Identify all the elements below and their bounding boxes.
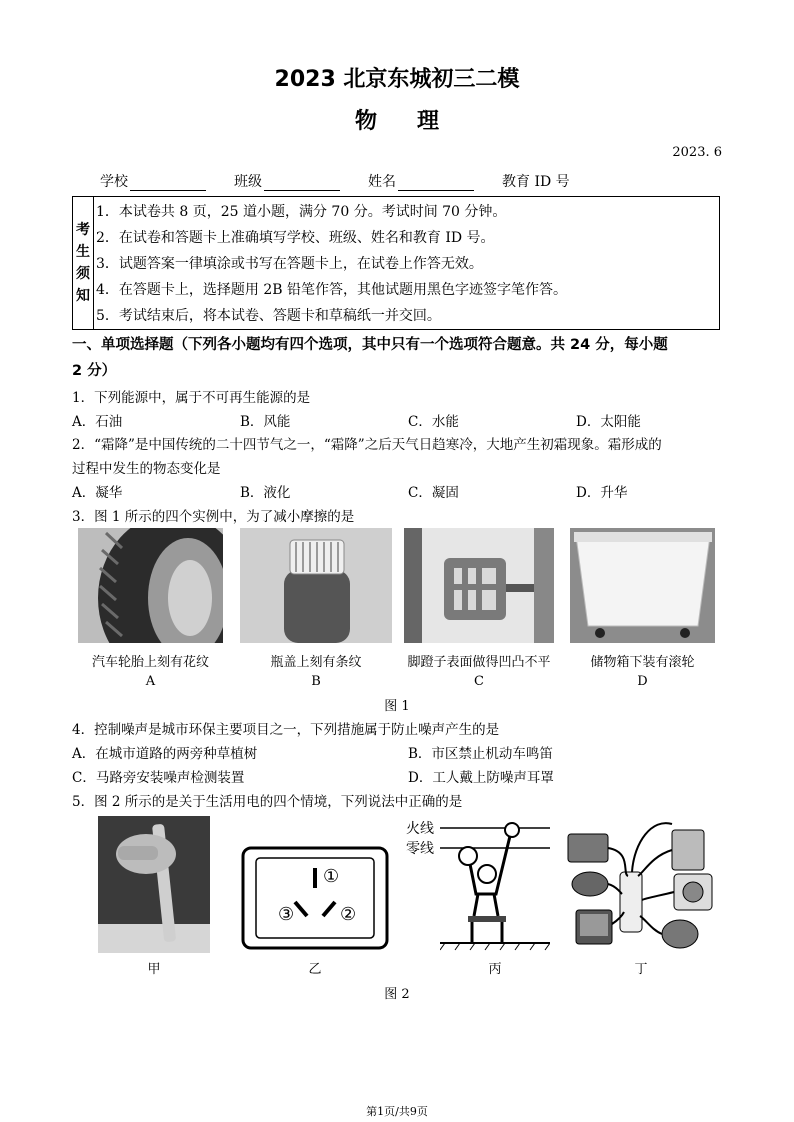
q1-option-c: C．水能: [408, 414, 459, 430]
socket-mark-1: ①: [323, 866, 340, 887]
notice-item: 3．试题答案一律填涂或书写在答题卡上，在试卷上作答无效。: [96, 256, 483, 272]
q5-caption-jia: 甲: [147, 962, 161, 977]
q5-stem: 5．图 2 所示的是关于生活用电的四个情境，下列说法中正确的是: [72, 794, 463, 810]
q3-letter-d: D: [637, 674, 648, 689]
notice-item: 5．考试结束后，将本试卷、答题卡和草稿纸一并交回。: [96, 308, 441, 324]
exam-notice-box: [72, 196, 720, 330]
q1-option-b: B．风能: [240, 414, 291, 430]
name-field: 姓名: [368, 171, 474, 191]
q3-letter-c: C: [474, 674, 484, 689]
edu-id-field: 教育 ID 号: [502, 174, 570, 190]
q2-stem-line2: 过程中发生的物态变化是: [72, 461, 221, 477]
q3-caption-b: 瓶盖上刻有条纹: [270, 655, 362, 670]
q4-option-d: D．工人戴上防噪声耳罩: [408, 770, 554, 786]
exam-title: 2023 北京东城初三二模: [274, 67, 520, 92]
person-on-stool-illustration: [440, 816, 550, 952]
q4-option-b: B．市区禁止机动车鸣笛: [408, 746, 553, 762]
page-footer: 第1页/共9页: [366, 1105, 428, 1118]
notice-item: 1．本试卷共 8 页，25 道小题，满分 70 分。考试时间 70 分钟。: [96, 204, 507, 220]
neutral-wire-label: 零线: [406, 841, 434, 857]
storage-box-photo: [570, 528, 715, 643]
figure-1-label: 图 1: [384, 699, 410, 714]
tire-photo: [78, 528, 223, 643]
notice-items: [94, 197, 719, 329]
q2-stem-line1: 2．“霜降”是中国传统的二十四节气之一，“霜降”之后天气日趋寒冷，大地产生初霜现象。霜形成的: [72, 437, 662, 453]
q3-caption-a: 汽车轮胎上刻有花纹: [91, 655, 209, 670]
notice-side-label: 考 生 须 知: [73, 197, 94, 329]
socket-mark-2: ②: [340, 904, 357, 925]
q3-caption-d: 储物箱下装有滚轮: [590, 655, 695, 670]
live-wire-label: 火线: [406, 821, 434, 837]
q1-stem: 1．下列能源中，属于不可再生能源的是: [72, 390, 311, 406]
q2-option-a: A．凝华: [72, 485, 123, 501]
notice-item: 2．在试卷和答题卡上准确填写学校、班级、姓名和教育 ID 号。: [96, 230, 495, 246]
section-heading: 一、单项选择题（下列各小题均有四个选项，其中只有一个选项符合题意。共 24 分，每小题 2 分）: [72, 337, 668, 379]
notice-item: 4．在答题卡上，选择题用 2B 铅笔作答，其他试题用黑色字迹签字笔作答。: [96, 282, 568, 298]
exam-subject: 物理: [354, 109, 479, 134]
q1-option-d: D．太阳能: [576, 414, 641, 430]
overloaded-outlet-illustration: [562, 812, 720, 954]
q3-letter-a: A: [145, 674, 156, 689]
q2-option-b: B．液化: [240, 485, 291, 501]
student-info-row: [100, 171, 598, 191]
q5-caption-bing: 丙: [488, 962, 502, 977]
bottle-photo: [240, 528, 392, 643]
figure-2-label: 图 2: [384, 987, 410, 1002]
q4-option-c: C．马路旁安装噪声检测装置: [72, 770, 245, 786]
q5-caption-yi: 乙: [308, 962, 322, 977]
q3-stem: 3．图 1 所示的四个实例中，为了减小摩擦的是: [72, 509, 355, 525]
class-field: 班级: [234, 171, 340, 191]
exam-date: 2023. 6: [672, 145, 722, 160]
q2-option-c: C．凝固: [408, 485, 459, 501]
socket-mark-3: ③: [278, 904, 295, 925]
q4-option-a: A．在城市道路的两旁种草植树: [72, 746, 258, 762]
pedal-photo: [404, 528, 554, 643]
test-pen-photo: [98, 816, 210, 953]
q5-caption-ding: 丁: [634, 962, 648, 977]
q4-stem: 4．控制噪声是城市环保主要项目之一，下列措施属于防止噪声产生的是: [72, 722, 500, 738]
q2-option-d: D．升华: [576, 485, 628, 501]
school-field: 学校: [100, 171, 206, 191]
q3-caption-c: 脚蹬子表面做得凹凸不平: [407, 655, 551, 670]
q1-option-a: A．石油: [72, 414, 123, 430]
q3-letter-b: B: [311, 674, 321, 689]
socket-diagram: [240, 816, 390, 950]
